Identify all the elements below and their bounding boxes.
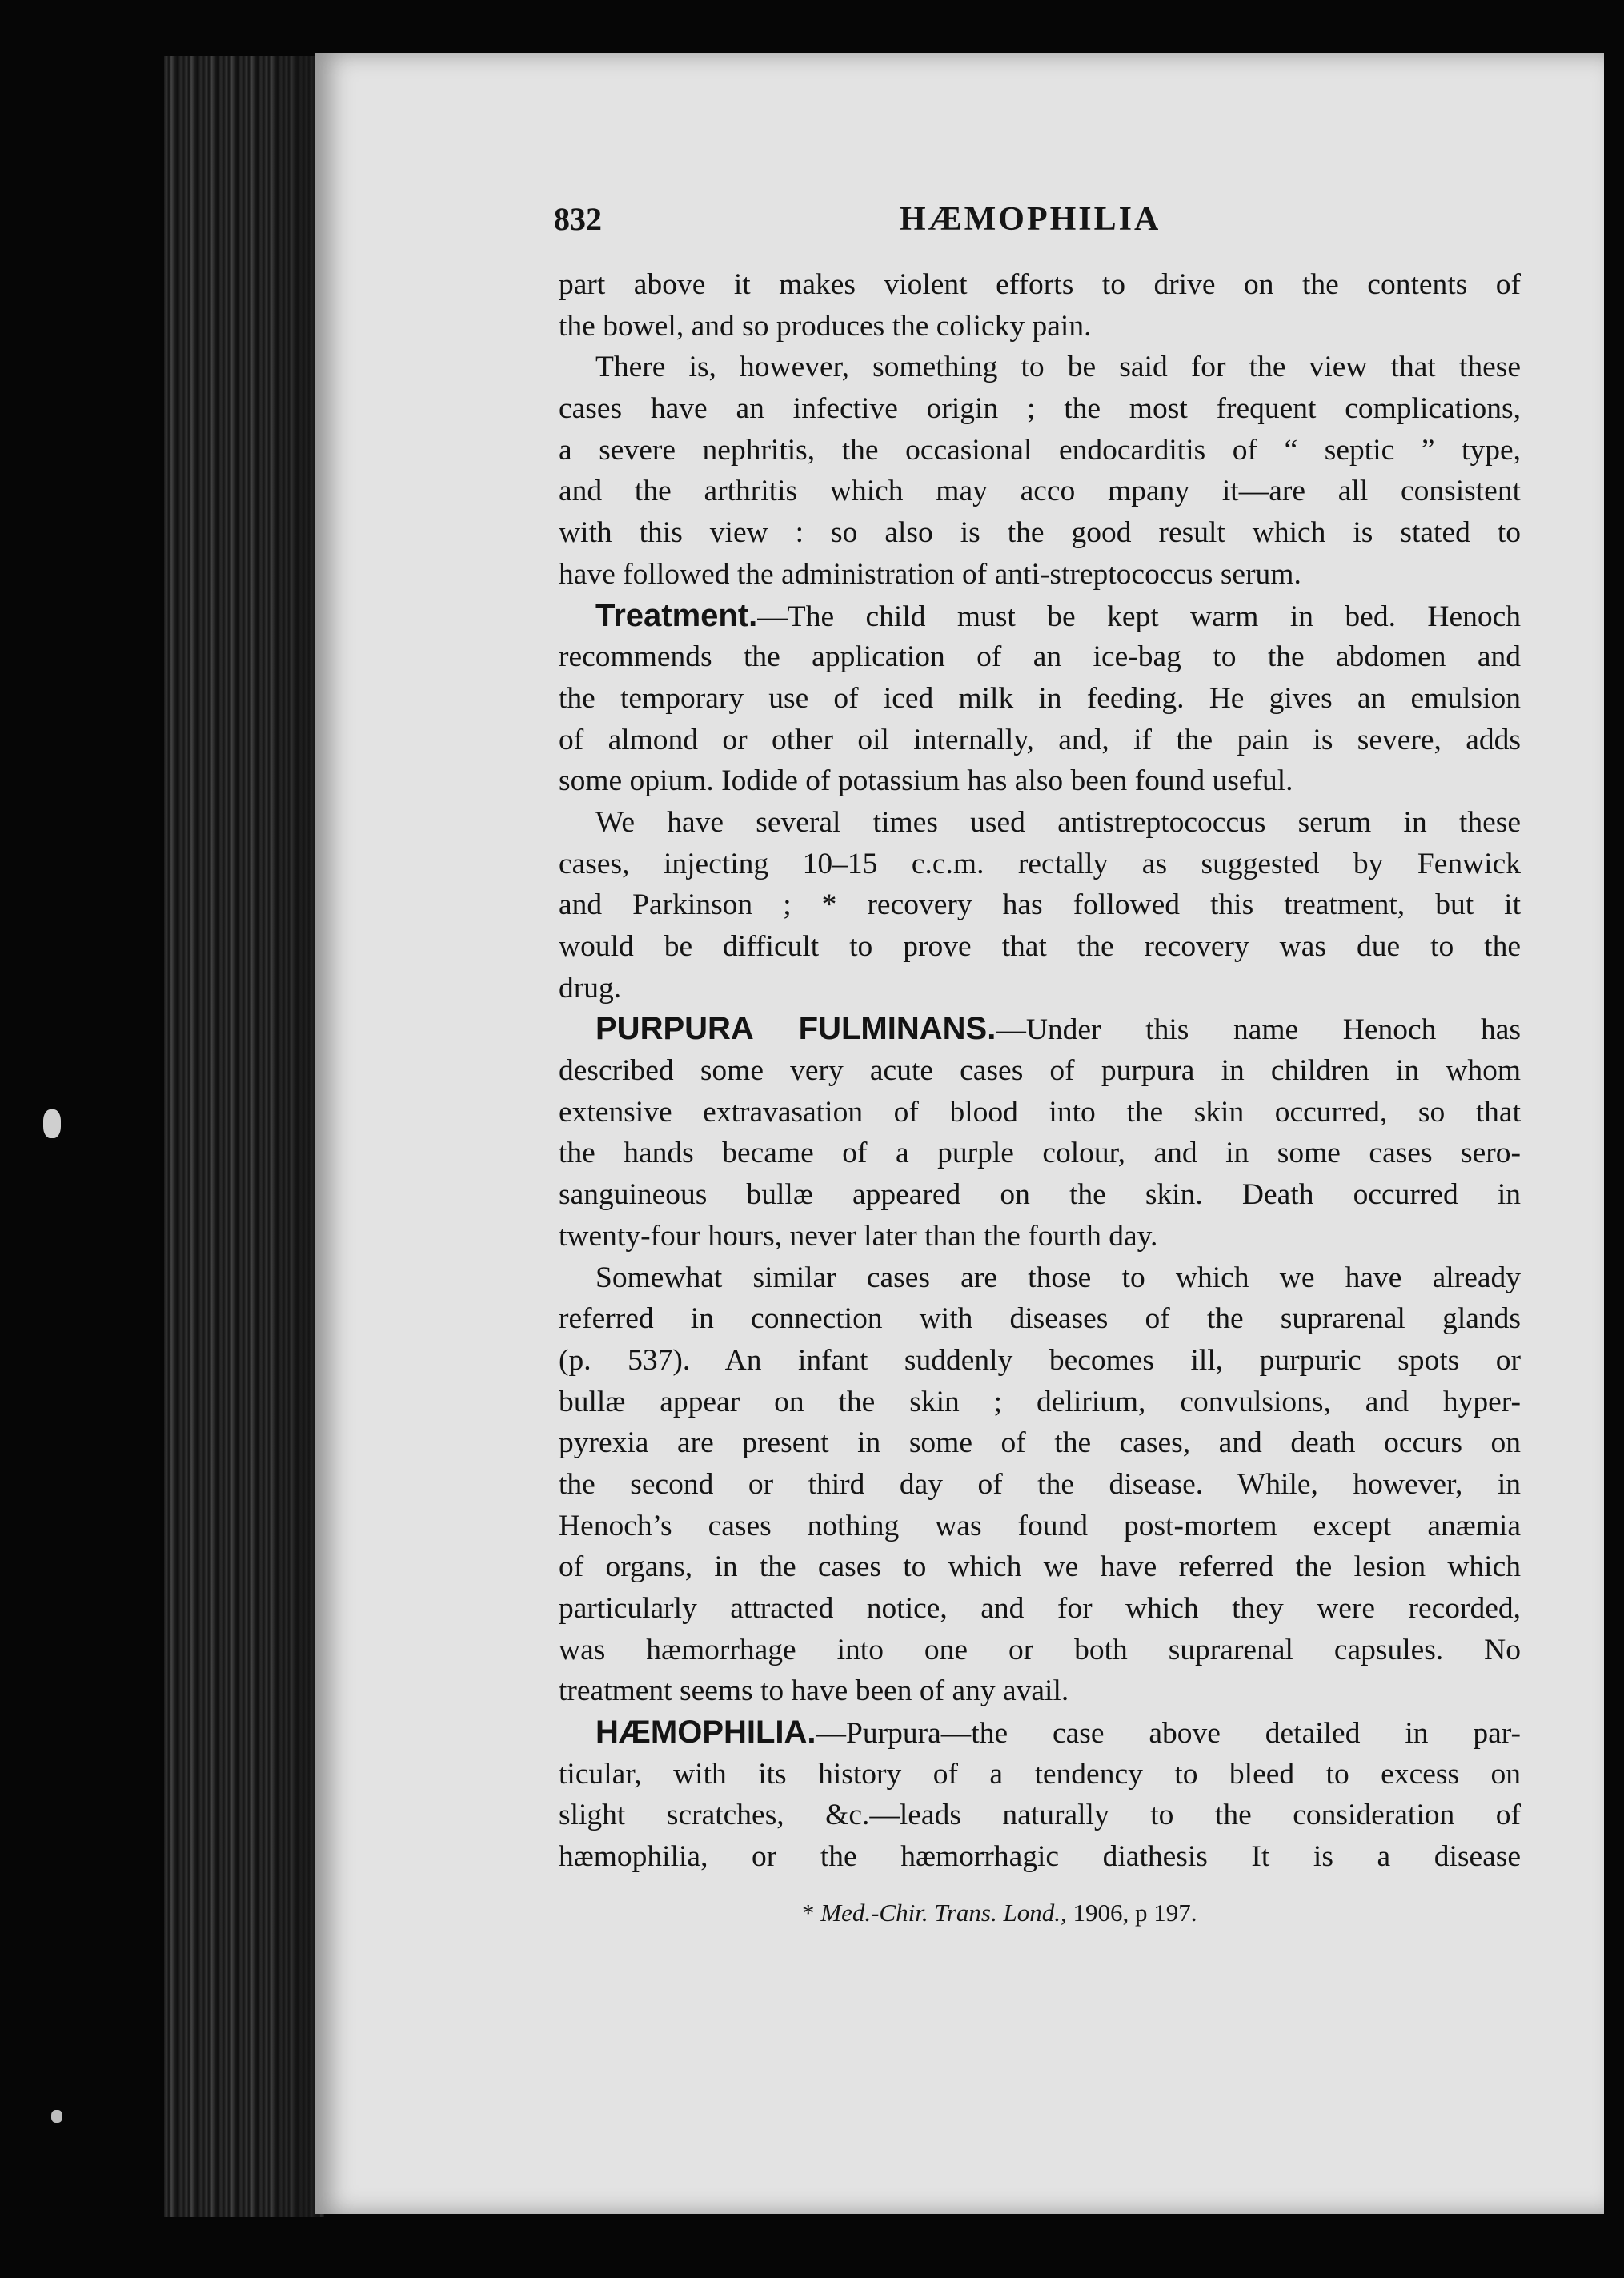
text-line: the second or third day of the disease. While, however, in [559, 1467, 1521, 1501]
footnote-detail: 1906, p 197. [1073, 1899, 1197, 1927]
text-line: of almond or other oil internally, and, if the pain is severe, adds [559, 723, 1521, 756]
text-line: a severe nephritis, the occasional endocarditis of “ septic ” type, [559, 433, 1521, 467]
text-line: drug. [559, 971, 622, 1005]
text-line: and Parkinson ; * recovery has followed this treatment, but it [559, 888, 1521, 922]
text-fragment: —Under this name Henoch has [996, 1013, 1521, 1047]
text-line: would be difficult to prove that the recovery was due to the [559, 930, 1521, 963]
text-line: slight scratches, &c.—leads naturally to the consideration of [559, 1799, 1521, 1832]
text-line: pyrexia are present in some of the cases, and death occurs on [559, 1426, 1521, 1460]
dust-speck [51, 2110, 62, 2123]
text-line: and the arthritis which may acco mpany it—are all consistent [559, 475, 1521, 508]
text-line: twenty-four hours, never later than the fourth day. [559, 1219, 1158, 1253]
text-line: (p. 537). An infant suddenly becomes ill, purpuric spots or [559, 1343, 1521, 1377]
text-line: cases, injecting 10–15 c.c.m. rectally as suggested by Fenwick [559, 847, 1521, 880]
text-line: extensive extravasation of blood into the skin occurred, so that [559, 1095, 1521, 1129]
section-heading-treatment: Treatment. [595, 597, 758, 633]
text-fragment: —Purpura—the case above detailed in par- [816, 1717, 1521, 1751]
text-line: some opium. Iodide of potassium has also been found useful. [559, 764, 1293, 798]
text-line: referred in connection with diseases of the suprarenal glands [559, 1302, 1521, 1336]
text-line: ticular, with its history of a tendency to bleed to excess on [559, 1757, 1521, 1791]
text-line: bullæ appear on the skin ; delirium, convulsions, and hyper- [559, 1385, 1521, 1418]
gutter-shadow [264, 56, 320, 2217]
footnote [802, 1899, 1197, 1927]
text-line: with this view : so also is the good result which is stated to [559, 516, 1521, 550]
text-line: of organs, in the cases to which we have referred the lesion which [559, 1550, 1521, 1584]
text-line: part above it makes violent efforts to drive on the contents of [559, 268, 1521, 301]
dust-speck [43, 1109, 61, 1138]
text-line: There is, however, something to be said for the view that these [595, 351, 1521, 384]
running-head: HÆMOPHILIA [900, 201, 1161, 238]
text-line: particularly attracted notice, and for which they were recorded, [559, 1592, 1521, 1625]
text-line: the hands became of a purple colour, and in some cases sero- [559, 1137, 1521, 1170]
section-heading-purpura-fulminans: PURPURA FULMINANS. [595, 1011, 996, 1047]
text-line-with-heading [559, 1712, 1521, 1754]
text-line-with-heading [559, 596, 1521, 637]
text-line: treatment seems to have been of any avail. [559, 1674, 1069, 1708]
footnote-marker: * [802, 1899, 815, 1927]
text-line: described some very acute cases of purpura in children in whom [559, 1054, 1521, 1088]
text-line: sanguineous bullæ appeared on the skin. Death occurred in [559, 1178, 1521, 1212]
text-line: Somewhat similar cases are those to which we have already [595, 1261, 1521, 1294]
footnote-citation: Med.-Chir. Trans. Lond., [820, 1899, 1067, 1927]
text-line: have followed the administration of anti-streptococcus serum. [559, 557, 1301, 591]
text-line: was hæmorrhage into one or both suprarenal capsules. No [559, 1633, 1521, 1666]
text-line: recommends the application of an ice-bag to the abdomen and [559, 640, 1521, 674]
body-text [559, 264, 1521, 1878]
text-line: We have several times used antistreptococcus serum in these [595, 805, 1521, 839]
text-line: the temporary use of iced milk in feeding. He gives an emulsion [559, 681, 1521, 715]
text-line-with-heading [559, 1009, 1521, 1050]
page-number: 832 [554, 201, 602, 237]
text-line: the bowel, and so produces the colicky pain. [559, 309, 1092, 343]
section-heading-haemophilia: HÆMOPHILIA. [595, 1715, 816, 1751]
text-fragment: —The child must be kept warm in bed. Henoch [757, 600, 1521, 633]
text-line: hæmophilia, or the hæmorrhagic diathesis It is a disease [559, 1840, 1521, 1874]
text-line: Henoch’s cases nothing was found post-mortem except anæmia [559, 1509, 1521, 1542]
page-header [554, 200, 1194, 248]
text-line: cases have an infective origin ; the most frequent complications, [559, 392, 1521, 426]
